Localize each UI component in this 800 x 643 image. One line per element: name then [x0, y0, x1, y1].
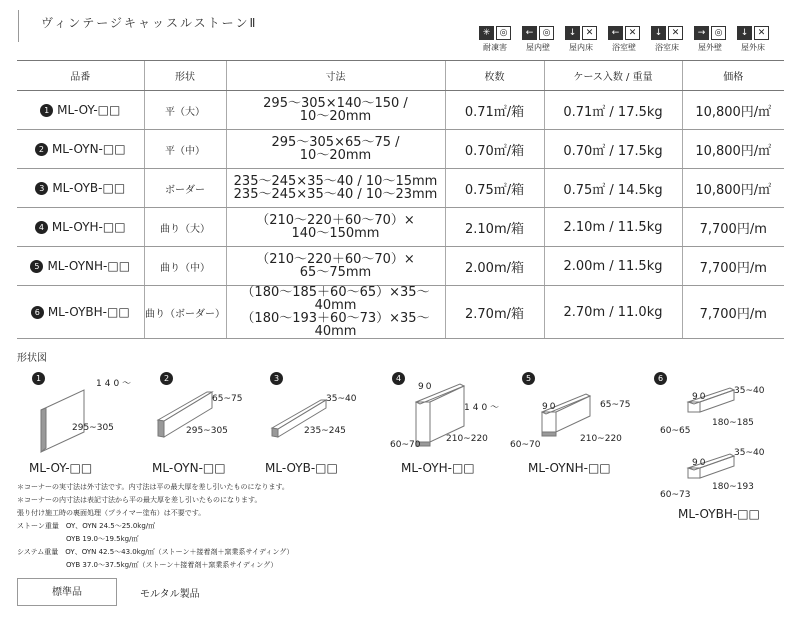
note: ＊コーナーの内寸法は表記寸法から平の最大厚を差し引いたものになります。: [17, 496, 262, 504]
table-row: [17, 208, 784, 247]
product-code: ML-OYNH-□□: [47, 259, 131, 273]
product-code: ML-OYN-□□: [51, 142, 126, 156]
shape-text: 曲り（大）: [160, 223, 210, 235]
note: 張り付け施工時の裏面処理（プライマー塗布）は不要です。: [17, 509, 206, 517]
cell-price: [682, 247, 784, 286]
row-number: 6: [31, 306, 44, 319]
row-number: 4: [35, 221, 48, 234]
shape-text: 平（大）: [165, 106, 205, 118]
icon-label: 浴室壁: [612, 43, 636, 52]
cell-code: [17, 247, 144, 286]
cell-case: [544, 208, 682, 247]
row-number: 2: [35, 143, 48, 156]
icon-label: 屋内壁: [526, 43, 550, 52]
cell-shape: [144, 247, 226, 286]
cell-shape: [144, 169, 226, 208]
dim-line-1: （180～185＋60～65）×35～40mm: [241, 285, 430, 313]
header-code: 品番: [17, 61, 144, 91]
note: OYB 37.0～37.5kg/㎡（ストーン＋接着剤＋窯業系サイディング）: [17, 561, 278, 569]
product-code: ML-OYBH-□□: [47, 305, 130, 319]
shape-diagram-5: [510, 370, 640, 460]
product-code: ML-OYB-□□: [52, 181, 126, 195]
dim-line-2: （180～193＋60～73）×35～40mm: [241, 311, 430, 339]
indoor-wall-icon: [519, 26, 557, 53]
table-row: [17, 286, 784, 339]
cell-dimensions: [226, 130, 445, 169]
cell-shape: [144, 208, 226, 247]
icon-glyph: ✕: [582, 26, 597, 40]
dim-line-1: 295～305×140～150 /: [263, 96, 408, 111]
standard-product-legend: 標準品: [17, 578, 117, 606]
shape-text: ボーダー: [165, 184, 205, 196]
dim-line-1: （210～220＋60～70）×: [256, 213, 415, 228]
cell-quantity: [445, 169, 544, 208]
diagram-code-6: ML-OYBH-□□: [678, 507, 760, 521]
dim-label: 35~40: [734, 386, 765, 396]
shape-text: 曲り（ボーダー）: [145, 308, 225, 320]
row-number: 1: [40, 104, 53, 117]
dim-label: 210~220: [580, 434, 622, 444]
shape-diagram-4: [390, 370, 520, 460]
dim-line-2: 140～150mm: [291, 226, 380, 241]
dim-label: 90: [692, 392, 708, 402]
cell-case: [544, 130, 682, 169]
shape-text: 平（中）: [165, 145, 205, 157]
cell-case: [544, 91, 682, 130]
row-number: 3: [35, 182, 48, 195]
dim-line-2: 235～245×35～40 / 10～23mm: [233, 187, 438, 202]
diagram-num-6: 6: [654, 372, 667, 385]
dim-label: 140～: [96, 379, 135, 389]
cell-price: [682, 91, 784, 130]
stone-corner-medium-drawing: [536, 386, 616, 456]
mortar-product-legend: モルタル製品: [140, 589, 200, 600]
diagram-num-2: 2: [160, 372, 173, 385]
diagram-code-4: ML-OYH-□□: [401, 461, 475, 475]
dim-label: 90: [542, 402, 558, 412]
cell-price: [682, 208, 784, 247]
case-text: 2.10m / 11.5kg: [563, 219, 663, 235]
cell-code: [17, 130, 144, 169]
usage-icons: [476, 26, 772, 53]
shape-text: 曲り（中）: [160, 262, 210, 274]
diagram-title: 形状図: [17, 353, 47, 364]
icon-label: 浴室床: [655, 43, 679, 52]
icon-label: 屋内床: [569, 43, 593, 52]
diagram-code-5: ML-OYNH-□□: [528, 461, 611, 475]
icon-glyph: ↓: [737, 26, 752, 40]
product-code: ML-OY-□□: [57, 103, 121, 117]
outdoor-floor-icon: [734, 26, 772, 53]
case-text: 0.71㎡ / 17.5kg: [563, 104, 663, 120]
dim-label: 90: [692, 458, 708, 468]
cell-dimensions: [226, 208, 445, 247]
dim-label: 140～: [464, 403, 503, 413]
diagram-code-3: ML-OYB-□□: [265, 461, 338, 475]
icon-glyph: ✕: [754, 26, 769, 40]
cell-price: [682, 169, 784, 208]
diagram-num-1: 1: [32, 372, 45, 385]
icon-glyph: ↓: [651, 26, 666, 40]
cell-quantity: [445, 91, 544, 130]
dim-label: 35~40: [326, 394, 357, 404]
cell-dimensions: [226, 247, 445, 286]
product-code: ML-OYH-□□: [51, 220, 126, 234]
dim-label: 295~305: [72, 423, 114, 433]
header-quantity: 枚数: [445, 61, 544, 91]
cell-dimensions: [226, 286, 445, 339]
note: ＊コーナーの実寸法は外寸法です。内寸法は平の最大厚を差し引いたものになります。: [17, 483, 289, 491]
cell-price: [682, 130, 784, 169]
dim-label: 180~185: [712, 418, 754, 428]
icon-glyph: ◎: [539, 26, 554, 40]
cell-case: [544, 286, 682, 339]
qty-text: 2.70m/箱: [465, 306, 524, 322]
bathroom-floor-icon: [648, 26, 686, 53]
icon-glyph: ✕: [668, 26, 683, 40]
qty-text: 0.75㎡/箱: [464, 182, 525, 198]
icon-label: 耐凍害: [483, 43, 507, 52]
icon-glyph: →: [694, 26, 709, 40]
dim-line-2: 10～20mm: [299, 109, 372, 124]
outdoor-wall-icon: [691, 26, 729, 53]
indoor-floor-icon: [562, 26, 600, 53]
cell-code: [17, 91, 144, 130]
dim-label: 60~70: [390, 440, 421, 450]
bathroom-wall-icon: [605, 26, 643, 53]
cell-shape: [144, 130, 226, 169]
dim-label: 60~70: [510, 440, 541, 450]
icon-label: 屋外床: [741, 43, 765, 52]
price-text: 10,800円/㎡: [695, 104, 772, 120]
icon-label: 屋外壁: [698, 43, 722, 52]
icon-glyph: ✕: [625, 26, 640, 40]
price-text: 7,700円/m: [699, 306, 767, 322]
shape-diagram-1: [18, 370, 148, 460]
cell-dimensions: [226, 169, 445, 208]
dim-label: 65~75: [212, 394, 243, 404]
price-text: 7,700円/m: [699, 260, 767, 276]
icon-glyph: ◎: [496, 26, 511, 40]
qty-text: 0.71㎡/箱: [464, 104, 525, 120]
shape-diagram-3: [266, 370, 376, 460]
table-row: [17, 247, 784, 286]
table-row: [17, 91, 784, 130]
cell-quantity: [445, 286, 544, 339]
header-shape: 形状: [144, 61, 226, 91]
page-title: ヴィンテージキャッスルストーンⅡ: [18, 10, 257, 42]
diagram-num-4: 4: [392, 372, 405, 385]
cell-shape: [144, 91, 226, 130]
case-text: 2.00m / 11.5kg: [563, 258, 663, 274]
dim-label: 180~193: [712, 482, 754, 492]
dim-label: 35~40: [734, 448, 765, 458]
dim-line-1: 235～245×35～40 / 10～15mm: [233, 174, 438, 189]
stone-flat-large-drawing: [28, 382, 148, 462]
note: OYB 19.0～19.5kg/㎡: [17, 535, 139, 543]
spec-table: [17, 60, 784, 339]
icon-glyph: ←: [522, 26, 537, 40]
row-number: 5: [30, 260, 43, 273]
table-row: [17, 169, 784, 208]
dim-label: 210~220: [446, 434, 488, 444]
cell-code: [17, 286, 144, 339]
cell-code: [17, 169, 144, 208]
icon-glyph: ←: [608, 26, 623, 40]
case-text: 2.70m / 11.0kg: [563, 304, 663, 320]
dim-label: 235~245: [304, 426, 346, 436]
diagram-code-1: ML-OY-□□: [29, 461, 93, 475]
notes: [17, 481, 293, 572]
icon-glyph: ◎: [711, 26, 726, 40]
dim-line-1: 295～305×65～75 /: [271, 135, 400, 150]
cell-case: [544, 247, 682, 286]
cell-shape: [144, 286, 226, 339]
dim-line-2: 65～75mm: [299, 265, 372, 280]
cell-case: [544, 169, 682, 208]
cell-quantity: [445, 130, 544, 169]
note: ストーン重量 OY、OYN 24.5～25.0kg/㎡: [17, 522, 156, 530]
dim-line-2: 10～20mm: [299, 148, 372, 163]
header-dimensions: 寸法: [226, 61, 445, 91]
dim-label: 90: [418, 382, 434, 392]
qty-text: 2.00m/箱: [465, 260, 524, 276]
cell-code: [17, 208, 144, 247]
dim-label: 60~73: [660, 490, 691, 500]
price-text: 10,800円/㎡: [695, 182, 772, 198]
dim-label: 60~65: [660, 426, 691, 436]
frost-resistance-icon: [476, 26, 514, 53]
shape-diagram-6: [652, 370, 797, 510]
icon-glyph: ↓: [565, 26, 580, 40]
cell-dimensions: [226, 91, 445, 130]
header-price: 価格: [682, 61, 784, 91]
cell-quantity: [445, 208, 544, 247]
cell-quantity: [445, 247, 544, 286]
diagram-num-5: 5: [522, 372, 535, 385]
note: システム重量 OY、OYN 42.5～43.0kg/㎡（ストーン＋接着剤＋窯業系サイディング）: [17, 548, 294, 556]
qty-text: 2.10m/箱: [465, 221, 524, 237]
diagram-num-3: 3: [270, 372, 283, 385]
shape-diagram-2: [152, 370, 262, 460]
price-text: 10,800円/㎡: [695, 143, 772, 159]
header-case: ケース入数 / 重量: [544, 61, 682, 91]
qty-text: 0.70㎡/箱: [464, 143, 525, 159]
dim-label: 65~75: [600, 400, 631, 410]
cell-price: [682, 286, 784, 339]
dim-line-1: （210～220＋60～70）×: [256, 252, 415, 267]
case-text: 0.70㎡ / 17.5kg: [563, 143, 663, 159]
case-text: 0.75㎡ / 14.5kg: [563, 182, 663, 198]
diagram-code-2: ML-OYN-□□: [152, 461, 226, 475]
dim-label: 295~305: [186, 426, 228, 436]
icon-glyph: ✳: [479, 26, 494, 40]
price-text: 7,700円/m: [699, 221, 767, 237]
table-row: [17, 130, 784, 169]
